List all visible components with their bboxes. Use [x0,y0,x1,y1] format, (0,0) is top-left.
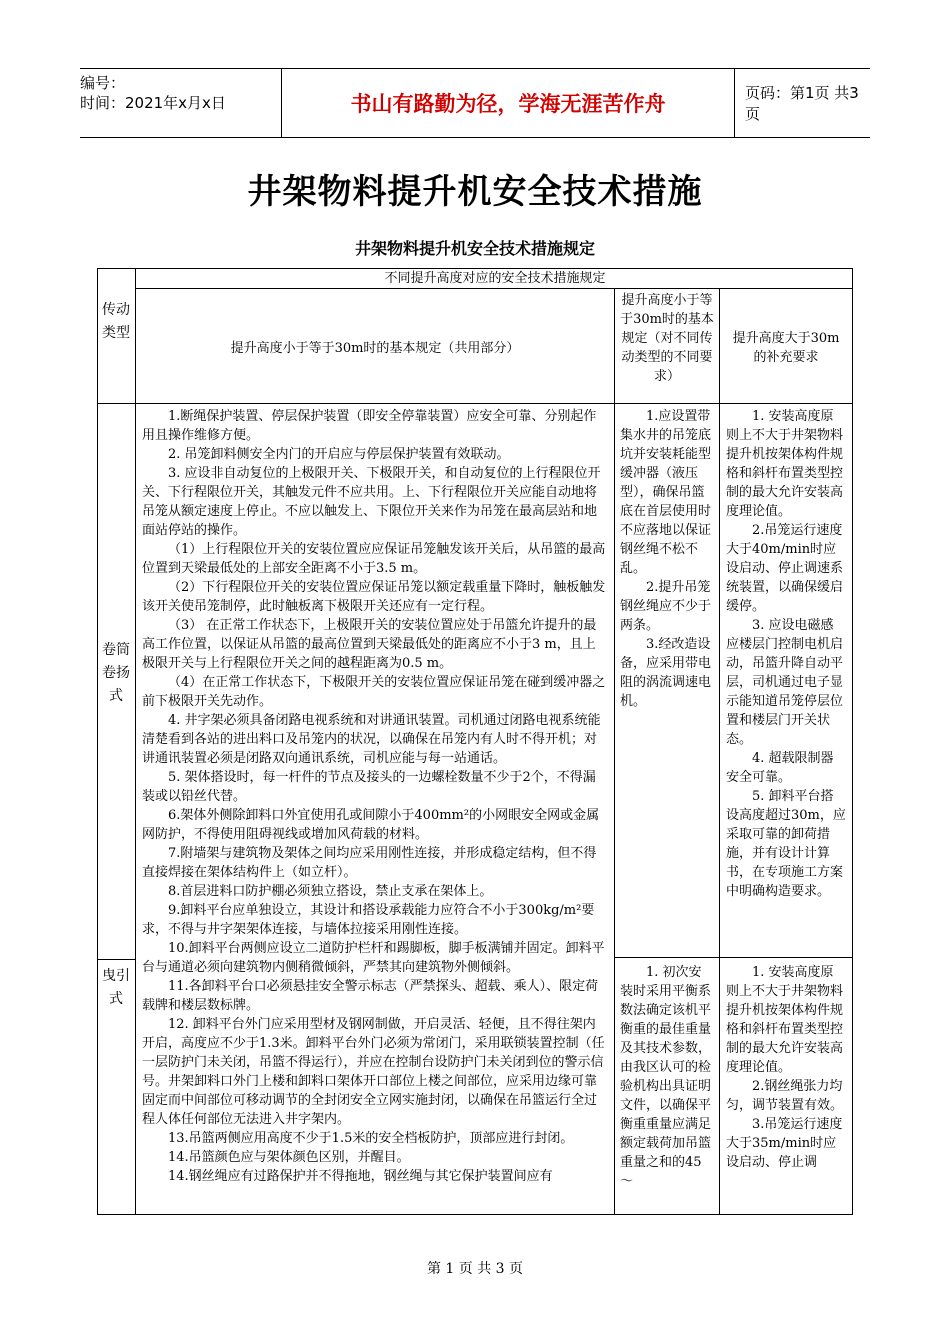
page-subtitle: 井架物料提升机安全技术措施规定 [354,239,595,258]
common-item: （1）上行程限位开关的安装位置应应保证吊笼触发该开关后，从吊篮的最高位置到天梁最低处的上部安全距离不小于3.5 m。 [142,542,606,576]
common-item: 3. 应设非自动复位的上极限开关、下极限开关，和自动复位的上行程限位开关、下行程限位开关，其触发元件不应共用。上、下行程限位开关应能自动地将吊笼从额定速度上停止。不应以触发上、下限位开关来作为吊笼在最高层站和地面站停站的操作。 [142,466,601,538]
extra-item: 3. 应设电磁感应楼层门控制电机启动，吊篮升降自动平层，司机通过电子显示能知道吊笼停层位置和楼层门开关状态。 [726,618,844,747]
type-drum-winch: 卷筒卷扬式 [102,642,130,704]
extra-item: 5. 卸料平台搭设高度超过30m，应采取可靠的卸荷措施，并有设计计算书，在专项施工方案中明确构造要求。 [726,789,846,899]
extra-item: 2.吊笼运行速度大于40m/min时应设启动、停止调速系统装置，以确保缓启缓停。 [726,523,844,614]
date-label: 时间：2021年x月x日 [80,94,226,112]
diff-item: 1. 初次安装时采用平衡系数法确定该机平衡重的最佳重量及其技术参数，由我区认可的检验机构出具证明文件，以确保平衡重重量应满足额定载荷加吊篮重量之和的45～ [620,965,712,1189]
common-item: 7.附墙架与建筑物及架体之间均应采用刚性连接，并形成稳定结构，但不得直接焊接在架体结构件上（如立杆）。 [142,846,597,880]
common-item: 9.卸料平台应单独设立，其设计和搭设承载能力应符合不小于300kg/m²要求，不得与井字架架体连接，与墙体拉接采用刚性连接。 [142,903,595,937]
common-item: （4）在正常工作状态下，下极限开关的安装位置应保证吊笼在碰到缓冲器之前下极限开关先动作。 [142,675,606,709]
common-item: 14.钢丝绳应有过路保护并不得拖地，钢丝绳与其它保护装置间应有 [168,1169,553,1184]
common-item: 5. 架体搭设时，每一杆件的节点及接头的一边螺栓数量不少于2个，不得漏装或以铅丝代替。 [142,770,596,804]
header-motto: 书山有路勤为径，学海无涯苦作舟 [281,69,735,137]
extra-item: 1. 安装高度原则上不大于井架物料提升机按架体构件规格和斜杆布置类型控制的最大允许安装高度理论值。 [726,409,844,519]
col-type-header: 传动类型 [102,302,130,341]
col-extra-header: 提升高度大于30m的补充要求 [732,331,840,365]
common-item: 6.架体外侧除卸料口外宜使用孔或间隙小于400mm²的小网眼安全网或金属网防护，不得使用阻碍视线或增加风荷载的材料。 [142,808,600,842]
page-title: 井架物料提升机安全技术措施 [247,172,703,212]
regulation-table [97,268,853,1215]
type-traction: 曳引式 [102,968,130,1007]
common-item: 1.断绳保护装置、停层保护装置（即安全停靠装置）应安全可靠、分别起作用且操作维修方便。 [142,409,597,443]
common-item: 13.吊篮两侧应用高度不少于1.5米的安全档板防护，顶部应进行封闭。 [168,1131,574,1146]
col-diff-header: 提升高度小于等于30m时的基本规定（对不同传动类型的不同要求） [620,293,714,384]
common-item: 10.卸料平台两侧应设立二道防护栏杆和踢脚板，脚手板满铺并固定。卸料平台与通道必须向建筑物内侧稍微倾斜，严禁其向建筑物外侧倾斜。 [142,941,605,975]
common-item: 12. 卸料平台外门应采用型材及钢网制做，开启灵活、轻便，且不得往架内开启，高度应不少于1.3米。卸料平台外门必须为常闭门，采用联锁装置控制（任一层防护门未关闭，吊篮不得运行），并应在控制台设防护门未关闭到位的警示信号。井架卸料口外门上楼和卸料口架体开口部位上楼之间部位，应采用边缘可靠固定而中间部位可移动调节的全封闭安全立网实施封闭，以确保在吊篮运行全过程人体任何部位无法进入井字架内。 [142,1017,605,1127]
diff-requirements-drum [620,407,714,955]
extra-requirements-drum [726,407,846,955]
extra-item: 1. 安装高度原则上不大于井架物料提升机按架体构件规格和斜杆布置类型控制的最大允许安装高度理论值。 [726,965,844,1075]
extra-item: 2.钢丝绳张力均匀，调节装置有效。 [726,1079,844,1113]
extra-item: 4. 超载限制器安全可靠。 [726,751,834,785]
common-item: 4. 井字架必须具备闭路电视系统和对讲通讯装置。司机通过闭路电视系统能清楚看到各站的进出料口及吊笼内的状况，以确保在吊笼内有人时不得开机；对讲通讯装置必须是闭路双向通讯系统，司机应能与每一站通话。 [142,713,601,766]
diff-item: 3.经改造设备，应采用带电阻的涡流调速电机。 [620,637,712,709]
col-common-header: 提升高度小于等于30m时的基本规定（共用部分） [230,341,520,356]
common-item: 8.首层进料口防护棚必须独立搭设，禁止支承在架体上。 [168,884,493,899]
header-meta [80,69,280,137]
diff-item: 1.应设置带集水井的吊笼底坑并安装耗能型缓冲器（液压型），确保吊篮底在首层使用时不应落地以保证钢丝绳不松不乱。 [620,409,712,576]
common-item: （2）下行程限位开关的安装位置应保证吊笼以额定载重量下降时，触板触发该开关使吊笼制停，此时触板离下极限开关还应有一定行程。 [142,580,606,614]
header-page-label: 页码：第1页 共3页 [745,84,859,123]
common-item: 11.各卸料平台口必须悬挂安全警示标志（严禁探头、超载、乘人）、限定荷载牌和楼层数标牌。 [142,979,599,1013]
extra-item: 3.吊笼运行速度大于35m/min时应设启动、停止调 [726,1117,843,1170]
common-item: （3） 在正常工作状态下，上极限开关的安装位置应处于吊篮允许提升的最高工作位置，以保证从吊篮的最高位置到天梁最低处的距离应不小于3 m，且上极限开关与上行程限位开关之间的越程距离为0.5 m。 [142,618,597,671]
extra-requirements-traction [726,963,846,1215]
page-footer: 第 1 页 共 3 页 [426,1261,524,1277]
common-item: 2. 吊笼卸料侧安全内门的开启应与停层保护装置有效联动。 [168,447,510,462]
number-label: 编号： [80,74,126,92]
page-header [80,68,870,138]
group-header: 不同提升高度对应的安全技术措施规定 [384,271,606,286]
diff-requirements-traction [620,963,714,1215]
diff-item: 2.提升吊笼钢丝绳应不少于两条。 [620,580,712,633]
common-item: 14.吊篮颜色应与架体颜色区别，并醒目。 [168,1150,410,1165]
common-requirements [142,407,608,1215]
